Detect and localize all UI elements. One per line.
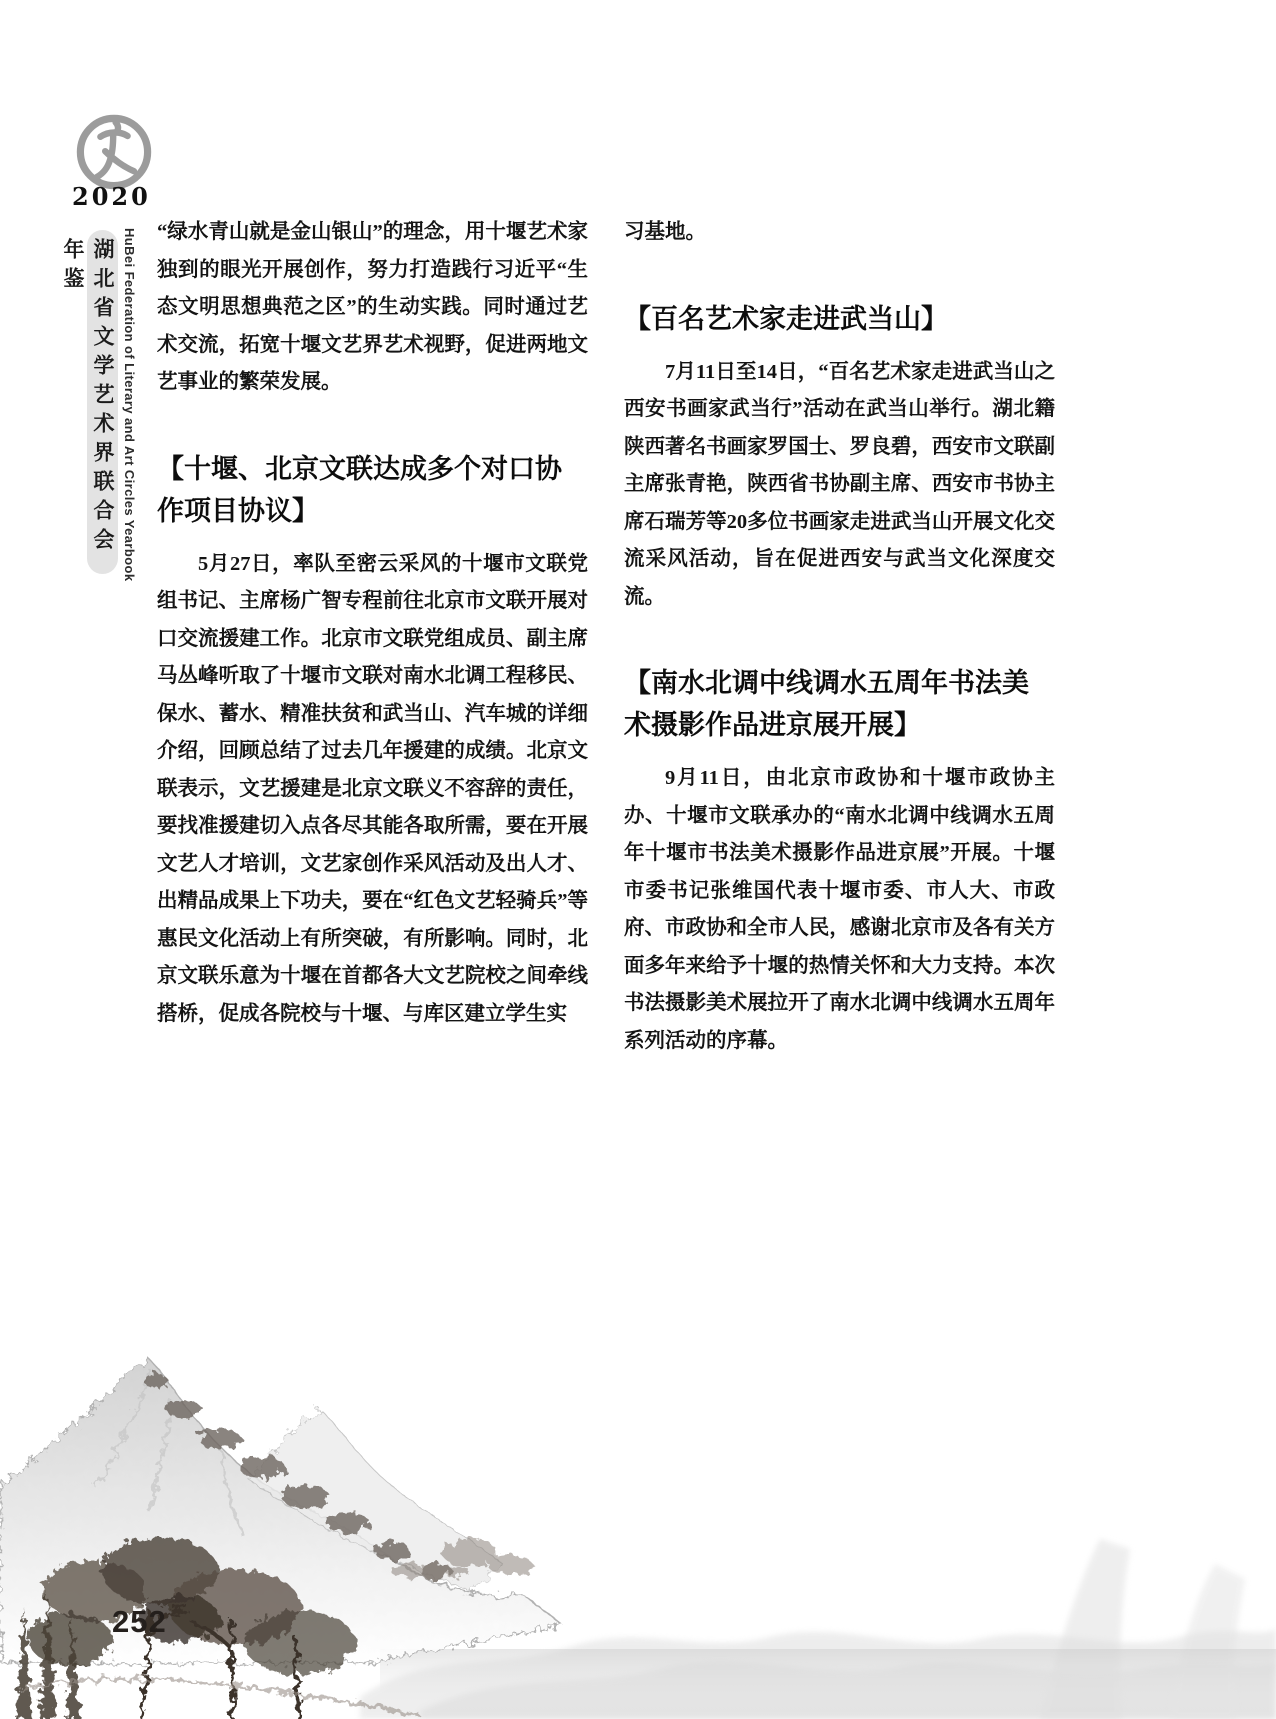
- article-column-right: [624, 214, 1055, 1060]
- article-paragraph: 9月11日，由北京市政协和十堰市政协主办、十堰市文联承办的“南水北调中线调水五周年十堰市书法美术摄影作品进京展”开展。十堰市委书记张维国代表十堰市委、市人大、市政府、市政协和全市人民，感谢北京市及各有关方面多年来给予十堰的热情关怀和大力支持。本次书法摄影美术展拉开了南水北调中线调水五周年系列活动的序幕。: [624, 767, 1055, 1052]
- article-content: [157, 214, 1055, 1060]
- ink-landscape-painting: [0, 1219, 1276, 1719]
- section-heading: 【百名艺术家走进武当山】: [624, 303, 948, 334]
- article-paragraph: 习基地。: [624, 221, 706, 243]
- article-paragraph: “绿水青山就是金山银山”的理念，用十堰艺术家独到的眼光开展创作，努力打造践行习近平“生态文明思想典范之区”的生动实践。同时通过艺术交流，拓宽十堰文艺界艺术视野，促进两地文艺事业的繁荣发展。: [157, 221, 588, 393]
- article-paragraph: 5月27日，率队至密云采风的十堰市文联党组书记、主席杨广智专程前往北京市文联开展对口交流援建工作。北京市文联党组成员、副主席马丛峰听取了十堰市文联对南水北调工程移民、保水、蓄水、精准扶贫和武当山、汽车城的详细介绍，回顾总结了过去几年援建的成绩。北京文联表示，文艺援建是北京文联义不容辞的责任，要找准援建切入点各尽其能各取所需，要在开展文艺人才培训，文艺家创作采风活动及出人才、出精品成果上下功夫，要在“红色文艺轻骑兵”等惠民文化活动上有所突破，有所影响。同时，北京文联乐意为十堰在首都各大文艺院校之间牵线搭桥，促成各院校与十堰、与库区建立学生实: [157, 552, 588, 1025]
- article-paragraph: 7月11日至14日，“百名艺术家走进武当山之西安书画家武当行”活动在武当山举行。湖北籍陕西著名书画家罗国士、罗良碧，西安市文联副主席张青艳，陕西省书协副主席、西安市书协主席石瑞芳等20多位书画家走进武当山开展文化交流采风活动，旨在促进西安与武当文化深度交流。: [624, 360, 1055, 608]
- year-label: 2020: [72, 182, 151, 211]
- sidebar-title-cn: 湖北省文学艺术界联合会年鉴: [87, 230, 118, 574]
- federation-emblem-icon: [74, 112, 154, 192]
- page-number: 252: [112, 1604, 167, 1639]
- section-heading: 【十堰、北京文联达成多个对口协作项目协议】: [157, 453, 562, 526]
- sidebar-title-en: HuBei Federation of Literary and Art Circles Yearbook: [122, 228, 137, 582]
- article-column-left: [157, 214, 588, 1060]
- section-heading: 【南水北调中线调水五周年书法美术摄影作品进京展开展】: [624, 668, 1029, 740]
